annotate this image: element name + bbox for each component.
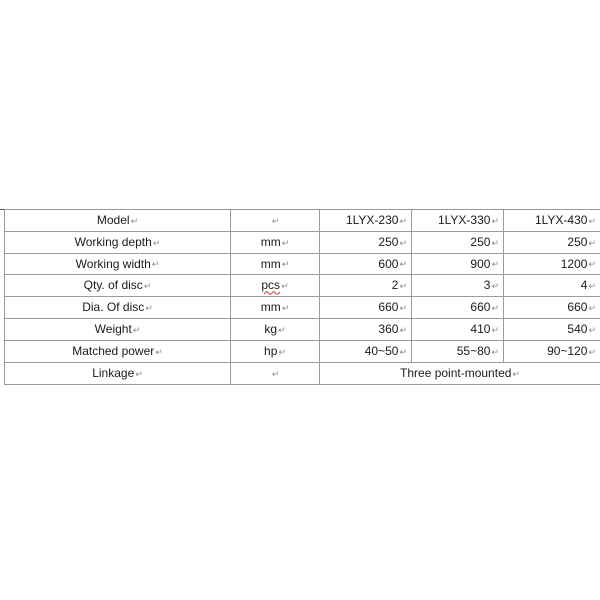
param-label-cell [5,231,231,253]
paragraph-mark-icon: ↵ [399,281,407,292]
unit-label-cell [231,231,320,253]
paragraph-mark-icon: ↵ [588,215,596,226]
paragraph-mark-icon: ↵ [281,259,290,270]
param-label-cell [5,340,231,362]
paragraph-mark-icon: ↵ [491,237,499,248]
paragraph-mark-icon: ↵ [588,346,596,357]
value-cell [504,275,600,297]
linkage-value: Three point-mounted [400,365,512,380]
paragraph-mark-icon: ↵ [491,324,499,335]
paragraph-mark-icon: ↵ [588,303,596,314]
value-cell [320,231,412,253]
model-name: 1LYX-430 [534,213,588,227]
paragraph-mark-icon: ↵ [132,324,141,335]
paragraph-mark-icon: ↵ [491,215,499,226]
value-cell [504,253,600,275]
paragraph-mark-icon: ↵ [399,237,407,248]
param-label-cell [5,362,231,384]
value-cell [412,275,504,297]
paragraph-mark-icon: ↵ [155,346,163,357]
unit-label: mm [260,256,281,271]
value: 660 [470,300,491,315]
paragraph-mark-icon: ↵ [399,259,407,270]
paragraph-mark-icon: ↵ [135,368,143,379]
value-cell [504,297,600,319]
unit-label-cell [231,319,320,341]
value-cell [412,319,504,341]
unit-label-cell [231,275,320,297]
unit-label-cell [231,340,320,362]
paragraph-mark-icon: ↵ [588,259,596,270]
table-row [5,275,600,297]
param-label: Matched power [72,343,155,358]
table-row [5,297,600,319]
value: 3 [483,278,491,293]
paragraph-mark-icon: ↵ [130,215,139,226]
value: 55~80 [456,343,491,358]
paragraph-mark-icon: ↵ [399,346,407,357]
value: 250 [378,234,399,249]
paragraph-mark-icon: ↵ [281,281,289,292]
paragraph-mark-icon: ↵ [151,259,160,270]
value: 90~120 [547,343,588,358]
model-name: 1LYX-330 [437,213,491,227]
param-label-cell [5,319,231,341]
value-cell [504,319,600,341]
paragraph-mark-icon: ↵ [281,237,290,248]
value-cell [320,297,412,319]
value-cell [320,253,412,275]
param-label: Working width [75,256,151,271]
paragraph-mark-icon: ↵ [399,303,407,314]
value-cell [504,231,600,253]
value: 540 [567,322,588,337]
spec-table-body [5,210,600,385]
unit-label: hp [264,343,278,358]
table-row [5,253,600,275]
param-label-cell [5,253,231,275]
paragraph-mark-icon: ↵ [278,324,286,335]
param-label: Working depth [74,234,152,249]
table-row [5,340,600,362]
header-model-2-cell [412,210,504,232]
value: 600 [378,256,399,271]
spec-table [4,209,600,385]
unit-label-cell [231,362,320,384]
value: 660 [378,300,399,315]
value: 250 [567,234,588,249]
value-cell [412,340,504,362]
paragraph-mark-icon: ↵ [143,281,152,292]
value-cell [504,340,600,362]
paragraph-mark-icon: ↵ [152,237,161,248]
value-cell [412,253,504,275]
param-label: Qty. of disc [83,278,143,293]
value-cell [320,275,412,297]
param-label: Dia. Of disc [82,300,145,315]
paragraph-mark-icon: ↵ [281,303,290,314]
unit-label-cell [231,297,320,319]
value-cell [412,297,504,319]
unit-label: mm [260,234,281,249]
value-cell [320,340,412,362]
paragraph-mark-icon: ↵ [399,215,407,226]
param-label: Weight [94,322,132,337]
linkage-row [5,362,600,384]
value: 900 [470,256,491,271]
table-row [5,231,600,253]
unit-label: pcs [261,278,281,293]
value: 250 [470,234,491,249]
value-cell [320,319,412,341]
param-label-cell [5,297,231,319]
header-row [5,210,600,232]
table-row [5,319,600,341]
value: 410 [470,322,491,337]
header-model-1-cell [320,210,412,232]
paragraph-mark-icon: ↵ [491,281,499,292]
paragraph-mark-icon: ↵ [491,346,499,357]
header-model-cell [5,210,231,232]
linkage-value-cell [320,362,600,384]
value-cell [412,231,504,253]
paragraph-mark-icon: ↵ [278,346,286,357]
value: 660 [567,300,588,315]
paragraph-mark-icon: ↵ [491,259,499,270]
header-model-3-cell [504,210,600,232]
paragraph-mark-icon: ↵ [399,324,407,335]
model-name: 1LYX-230 [345,213,399,227]
paragraph-mark-icon: ↵ [588,281,596,292]
value: 360 [378,322,399,337]
value: 4 [580,278,588,293]
paragraph-mark-icon: ↵ [491,303,499,314]
paragraph-mark-icon: ↵ [145,303,153,314]
paragraph-mark-icon: ↵ [588,237,596,248]
paragraph-mark-icon: ↵ [271,368,280,379]
value: 1200 [560,256,588,271]
unit-label: mm [260,300,281,315]
unit-label: kg [264,322,278,337]
header-unit-cell [231,210,320,232]
paragraph-mark-icon: ↵ [588,324,596,335]
value: 40~50 [364,343,399,358]
value: 2 [391,278,399,293]
paragraph-mark-icon: ↵ [512,368,520,379]
param-label: Linkage [92,365,135,380]
unit-label-cell [231,253,320,275]
param-label-cell [5,275,231,297]
header-model-label: Model [96,213,130,227]
paragraph-mark-icon: ↵ [271,215,280,226]
